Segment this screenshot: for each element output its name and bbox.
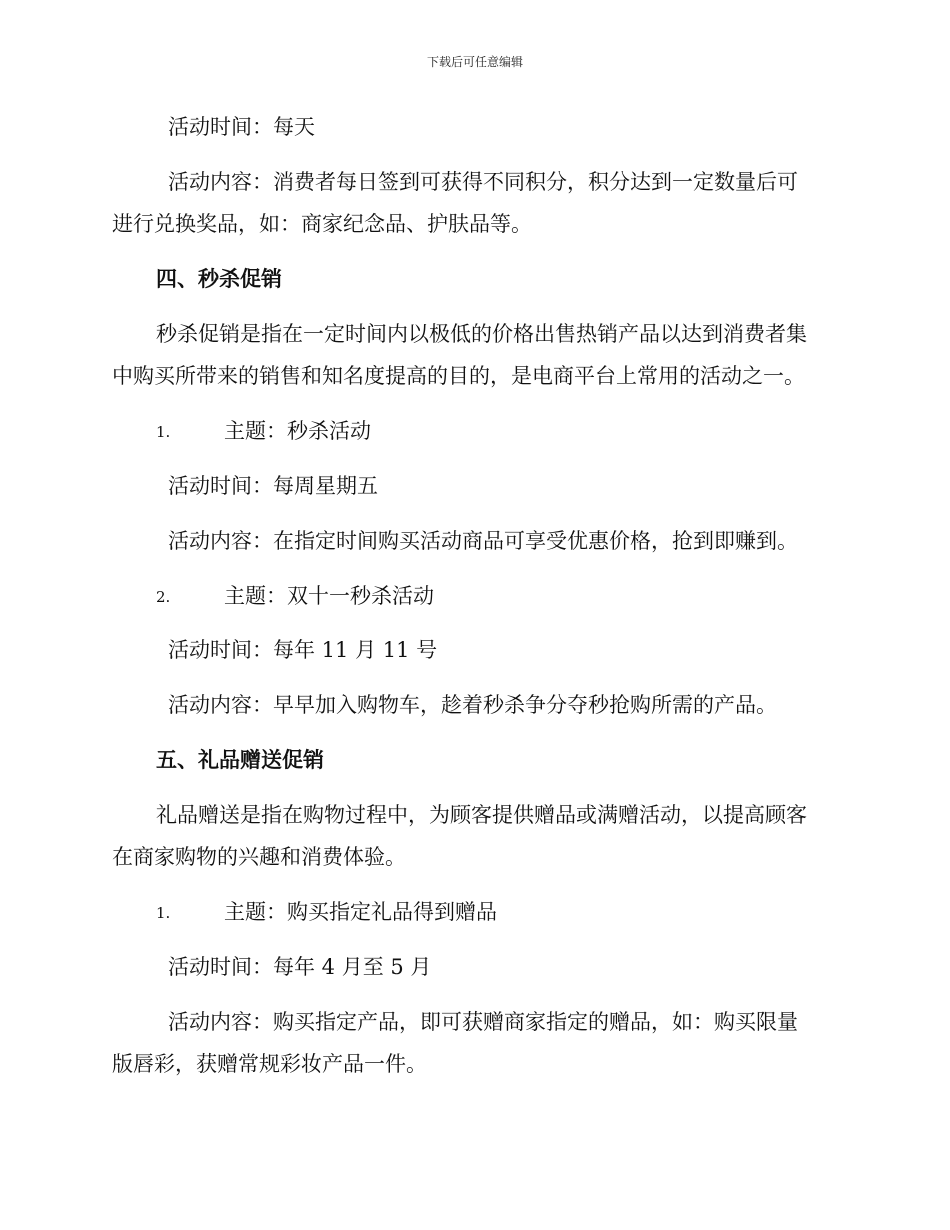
section-heading-gift-promotion: 五、礼品赠送促销 [156, 747, 324, 772]
gift-theme-1: 主题：购买指定礼品得到赠品 [224, 900, 497, 924]
flash-sale-intro-line-1: 秒杀促销是指在一定时间内以极低的价格出售热销产品以达到消费者集 [156, 322, 807, 346]
gift-intro-line-1: 礼品赠送是指在购物过程中，为顾客提供赠品或满赠活动，以提高顾客 [156, 803, 807, 827]
list-number: 1. [156, 904, 171, 922]
list-number: 2. [156, 588, 171, 606]
gift-content-line-1: 活动内容：购买指定产品，即可获赠商家指定的赠品，如：购买限量 [168, 1010, 798, 1034]
flash-sale-intro-line-2: 中购买所带来的销售和知名度提高的目的，是电商平台上常用的活动之一。 [112, 364, 805, 388]
flash-sale-time-2: 活动时间：每年 11 月 11 号 [168, 638, 438, 662]
activity-time-daily: 活动时间：每天 [168, 115, 315, 139]
flash-sale-theme-2: 主题：双十一秒杀活动 [224, 584, 434, 608]
section-heading-flash-sale: 四、秒杀促销 [156, 266, 282, 291]
gift-time-1: 活动时间：每年 4 月至 5 月 [168, 955, 432, 979]
activity-content-checkin-line-1: 活动内容：消费者每日签到可获得不同积分，积分达到一定数量后可 [168, 170, 798, 194]
list-number: 1. [156, 423, 171, 441]
flash-sale-theme-1: 主题：秒杀活动 [224, 419, 371, 443]
gift-intro-line-2: 在商家购物的兴趣和消费体验。 [112, 845, 406, 869]
page-header: 下载后可任意编辑 [426, 55, 523, 69]
flash-sale-time-1: 活动时间：每周星期五 [168, 474, 378, 498]
flash-sale-content-2: 活动内容：早早加入购物车，趁着秒杀争分夺秒抢购所需的产品。 [168, 693, 777, 717]
flash-sale-content-1: 活动内容：在指定时间购买活动商品可享受优惠价格，抢到即赚到。 [168, 529, 798, 553]
gift-content-line-2: 版唇彩，获赠常规彩妆产品一件。 [112, 1052, 427, 1076]
activity-content-checkin-line-2: 进行兑换奖品，如：商家纪念品、护肤品等。 [112, 212, 532, 236]
